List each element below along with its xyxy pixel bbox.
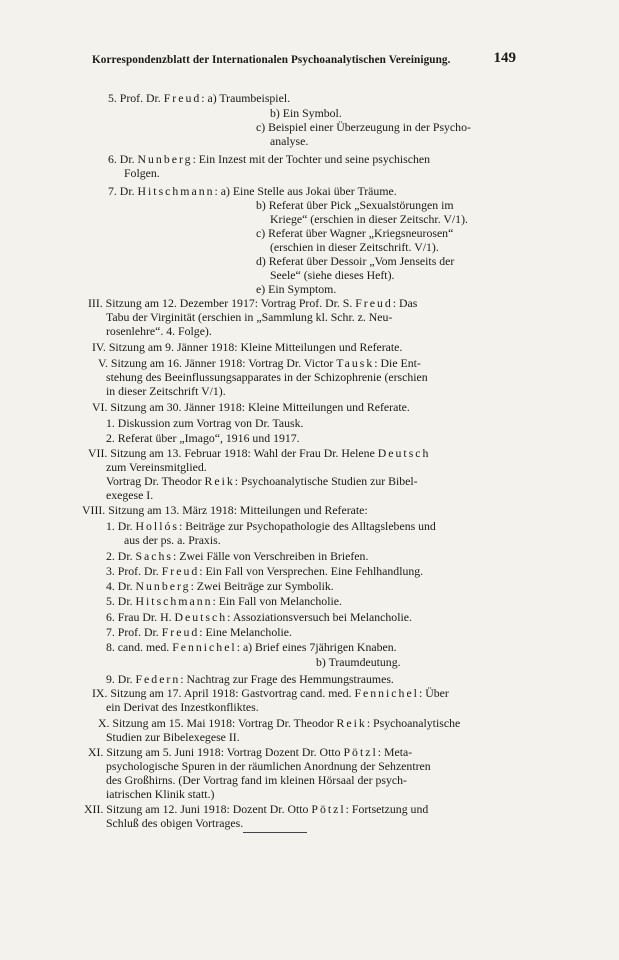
line-text: IX. Sitzung am 17. April 1918: Gastvortrag cand. med. bbox=[92, 686, 355, 700]
line-text: c) Beispiel einer Überzeugung in der Psycho- bbox=[256, 120, 471, 134]
text-line bbox=[124, 533, 221, 547]
line-text: 3. Prof. Dr. bbox=[106, 564, 162, 578]
text-line bbox=[106, 773, 407, 787]
line-text: : Ein Inzest mit der Tochter und seine psychischen bbox=[192, 152, 431, 166]
person-name: Freud bbox=[161, 564, 200, 578]
line-text: : Das bbox=[392, 296, 418, 310]
line-text: XII. Sitzung am 12. Juni 1918: Dozent Dr. Otto bbox=[84, 802, 312, 816]
person-name: Deutsch bbox=[377, 446, 431, 460]
line-text: VIII. Sitzung am 13. März 1918: Mitteilungen und Referate: bbox=[82, 503, 368, 517]
text-line bbox=[106, 700, 259, 714]
text-line bbox=[88, 446, 430, 460]
line-text: des Großhirns. (Der Vortrag fand im kleinen Hörsaal der psych- bbox=[106, 773, 407, 787]
line-text: (erschien in dieser Zeitschrift. V/1). bbox=[270, 240, 439, 254]
text-line bbox=[256, 282, 336, 296]
line-text: 4. Dr. bbox=[106, 579, 136, 593]
text-line bbox=[106, 625, 292, 639]
text-line bbox=[88, 745, 412, 759]
text-line bbox=[106, 787, 214, 801]
line-text: 2. Dr. bbox=[106, 549, 136, 563]
text-line bbox=[256, 226, 453, 240]
person-name: Sachs bbox=[135, 549, 174, 563]
text-line bbox=[108, 184, 397, 198]
line-text: 7. Prof. Dr. bbox=[106, 625, 162, 639]
person-name: Hitschmann bbox=[137, 184, 215, 198]
person-name: Nunberg bbox=[137, 152, 193, 166]
line-text: 7. Dr. bbox=[108, 184, 138, 198]
line-text: 5. Prof. Dr. bbox=[108, 91, 164, 105]
line-text: Tabu der Virginität (erschien in „Sammlung kl. Schr. z. Neu- bbox=[106, 310, 393, 324]
text-line bbox=[92, 340, 402, 354]
line-text: stehung des Beeinflussungsapparates in der Schizophrenie (erschien bbox=[106, 370, 428, 384]
person-name: Federn bbox=[135, 672, 181, 686]
line-text: 6. Frau Dr. H. bbox=[106, 610, 175, 624]
person-name: Reik bbox=[204, 474, 235, 488]
text-line bbox=[106, 672, 394, 686]
person-name: Freud bbox=[355, 296, 393, 310]
line-text: in dieser Zeitschrift V/1). bbox=[106, 384, 226, 398]
text-line bbox=[270, 240, 439, 254]
text-line bbox=[106, 564, 423, 578]
line-text: : Zwei Beiträge zur Symbolik. bbox=[190, 579, 334, 593]
line-text: : Über bbox=[418, 686, 449, 700]
line-text: : a) Eine Stelle aus Jokai über Träume. bbox=[214, 184, 397, 198]
line-text: V. Sitzung am 16. Jänner 1918: Vortrag Dr. Victor bbox=[98, 356, 337, 370]
line-text: 9. Dr. bbox=[106, 672, 136, 686]
person-name: Fennichel bbox=[172, 640, 237, 654]
text-line bbox=[88, 296, 417, 310]
text-line bbox=[98, 356, 421, 370]
text-line bbox=[106, 730, 240, 744]
line-text: Kriege“ (erschien in dieser Zeitschr. V/1). bbox=[270, 212, 468, 226]
person-name: Hollós bbox=[135, 519, 179, 533]
line-text: analyse. bbox=[270, 134, 309, 148]
text-line bbox=[98, 716, 460, 730]
line-text: 8. cand. med. bbox=[106, 640, 173, 654]
line-text: : Ein Fall von Melancholie. bbox=[212, 594, 342, 608]
header-title: Korrespondenzblatt der Internationalen Psychoanalytischen Vereinigung. bbox=[92, 54, 451, 66]
text-line bbox=[256, 198, 454, 212]
text-line bbox=[106, 519, 436, 533]
line-text: XI. Sitzung am 5. Juni 1918: Vortrag Dozent Dr. Otto bbox=[88, 745, 344, 759]
line-text: iatrischen Klinik statt.) bbox=[106, 787, 215, 801]
line-text: 1. Dr. bbox=[106, 519, 136, 533]
line-text: : a) Brief eines 7jährigen Knaben. bbox=[236, 640, 397, 654]
line-text: d) Referat über Dessoir „Vom Jenseits der bbox=[256, 254, 455, 268]
person-name: Fennichel bbox=[354, 686, 419, 700]
line-text: Folgen. bbox=[124, 166, 160, 180]
person-name: Hitschmann bbox=[135, 594, 213, 608]
line-text: : Beiträge zur Psychopathologie des Alltagslebens und bbox=[178, 519, 436, 533]
text-line bbox=[106, 610, 412, 624]
line-text: : Eine Melancholie. bbox=[199, 625, 292, 639]
text-line bbox=[106, 759, 431, 773]
line-text: IV. Sitzung am 9. Jänner 1918: Kleine Mitteilungen und Referate. bbox=[92, 340, 403, 354]
line-text: III. Sitzung am 12. Dezember 1917: Vortrag Prof. Dr. S. bbox=[88, 296, 356, 310]
person-name: Freud bbox=[161, 625, 200, 639]
line-text: b) Traumdeutung. bbox=[316, 655, 401, 669]
person-name: Pötzl bbox=[343, 745, 378, 759]
text-line bbox=[108, 91, 290, 105]
line-text: : Zwei Fälle von Verschreiben in Briefen. bbox=[173, 549, 369, 563]
page-number: 149 bbox=[493, 50, 516, 66]
text-line bbox=[270, 106, 342, 120]
text-line bbox=[106, 370, 428, 384]
text-line bbox=[256, 254, 454, 268]
text-line bbox=[106, 431, 300, 445]
line-text: : Ein Fall von Versprechen. Eine Fehlhandlung. bbox=[199, 564, 424, 578]
line-text: : Psychoanalytische bbox=[366, 716, 461, 730]
line-text: psychologische Spuren in der räumlichen Anordnung der Sehzentren bbox=[106, 759, 431, 773]
line-text: zum Vereinsmitglied. bbox=[106, 460, 207, 474]
text-line bbox=[106, 594, 342, 608]
closing-rule bbox=[243, 832, 307, 833]
running-header bbox=[92, 50, 522, 72]
line-text: 5. Dr. bbox=[106, 594, 136, 608]
line-text: b) Referat über Pick „Sexualstörungen im bbox=[256, 198, 454, 212]
text-line bbox=[106, 416, 303, 430]
text-line bbox=[106, 816, 243, 830]
person-name: Freud bbox=[163, 91, 202, 105]
text-line bbox=[106, 549, 368, 563]
text-line bbox=[106, 460, 207, 474]
line-text: c) Referat über Wagner „Kriegsneurosen“ bbox=[256, 226, 454, 240]
line-text: Vortrag Dr. Theodor bbox=[106, 474, 205, 488]
text-line bbox=[106, 384, 226, 398]
text-line bbox=[270, 268, 394, 282]
line-text: e) Ein Symptom. bbox=[256, 282, 337, 296]
text-line bbox=[124, 166, 160, 180]
person-name: Tausk bbox=[336, 356, 375, 370]
line-text: 1. Diskussion zum Vortrag von Dr. Tausk. bbox=[106, 416, 304, 430]
line-text: X. Sitzung am 15. Mai 1918: Vortrag Dr. Theodor bbox=[98, 716, 337, 730]
person-name: Reik bbox=[336, 716, 367, 730]
text-line bbox=[108, 152, 430, 166]
line-text: b) Ein Symbol. bbox=[270, 106, 342, 120]
line-text: VII. Sitzung am 13. Februar 1918: Wahl der Frau Dr. Helene bbox=[88, 446, 378, 460]
person-name: Pötzl bbox=[311, 802, 346, 816]
text-line bbox=[106, 310, 392, 324]
text-line bbox=[270, 134, 308, 148]
text-line bbox=[270, 212, 468, 226]
text-line bbox=[106, 579, 334, 593]
text-line bbox=[106, 640, 397, 654]
line-text: ein Derivat des Inzestkonfliktes. bbox=[106, 700, 259, 714]
line-text: Seele“ (siehe dieses Heft). bbox=[270, 268, 395, 282]
line-text: Studien zur Bibelexegese II. bbox=[106, 730, 240, 744]
line-text: : Meta- bbox=[377, 745, 413, 759]
person-name: Nunberg bbox=[135, 579, 191, 593]
text-line bbox=[106, 488, 153, 502]
text-line bbox=[84, 802, 428, 816]
text-line bbox=[106, 474, 418, 488]
text-line bbox=[106, 324, 212, 338]
line-text: 6. Dr. bbox=[108, 152, 138, 166]
text-line bbox=[92, 400, 410, 414]
line-text: : Assoziationsversuch bei Melancholie. bbox=[227, 610, 412, 624]
line-text: aus der ps. a. Praxis. bbox=[124, 533, 221, 547]
line-text: Schluß des obigen Vortrages. bbox=[106, 816, 244, 830]
line-text: VI. Sitzung am 30. Jänner 1918: Kleine Mitteilungen und Referate. bbox=[92, 400, 410, 414]
text-line bbox=[316, 655, 401, 669]
line-text: : Die Ent- bbox=[374, 356, 421, 370]
text-line bbox=[82, 503, 368, 517]
line-text: : Psychoanalytische Studien zur Bibel- bbox=[234, 474, 418, 488]
line-text: : a) Traumbeispiel. bbox=[201, 91, 291, 105]
line-text: rosenlehre“. 4. Folge). bbox=[106, 324, 212, 338]
line-text: 2. Referat über „Imago“, 1916 und 1917. bbox=[106, 431, 300, 445]
line-text: : Nachtrag zur Frage des Hemmungstraumes. bbox=[180, 672, 394, 686]
text-line bbox=[92, 686, 449, 700]
person-name: Deutsch bbox=[174, 610, 228, 624]
line-text: : Fortsetzung und bbox=[345, 802, 429, 816]
line-text: exegese I. bbox=[106, 488, 154, 502]
text-line bbox=[256, 120, 471, 134]
